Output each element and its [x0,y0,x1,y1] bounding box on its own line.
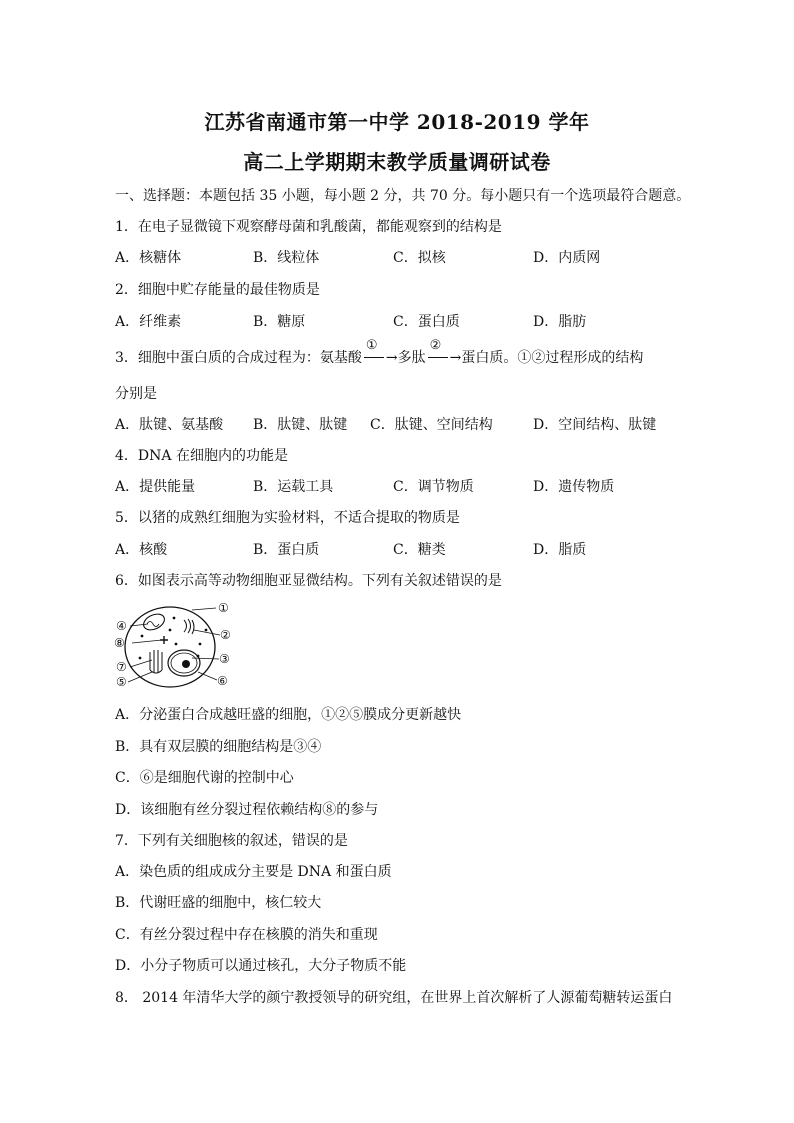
question-5-option-c: C．糖类 [393,542,446,558]
question-7-option-c: C．有丝分裂过程中存在核膜的消失和重现 [115,927,378,943]
golgi-apparatus [184,619,194,634]
question-1-stem: 1．在电子显微镜下观察酵母菌和乳酸菌，都能观察到的结构是 [115,219,502,235]
cell-membrane [125,607,215,687]
reaction-arrow-2 [426,338,450,367]
question-3-option-c: C．肽键、空间结构 [370,417,493,433]
endoplasmic-reticulum [150,650,162,673]
question-5-option-d: D．脂质 [533,542,587,558]
figure-label-3: ③ [219,652,230,666]
question-3-option-b: B．肽键、肽键 [253,417,348,433]
question-4-option-c: C．调节物质 [393,479,474,495]
question-2-stem: 2．细胞中贮存能量的最佳物质是 [115,282,320,298]
question-3-option-d: D．空间结构、肽键 [533,417,657,433]
title-line-1: 江苏省南通市第一中学 2018-2019 学年 [204,110,590,134]
figure-label-2: ② [220,628,231,642]
question-5-option-b: B．蛋白质 [253,542,320,558]
question-7-option-d: D．小分子物质可以通过核孔，大分子物质不能 [115,958,407,974]
question-1-option-a: A．核糖体 [115,250,182,266]
arrow-1-label: ① [365,338,378,353]
question-3-stem [115,338,644,367]
question-2-option-d: D．脂肪 [533,314,587,330]
question-4-option-d: D．遗传物质 [533,479,615,495]
question-1-option-d: D．内质网 [533,250,601,266]
question-3-stem-part2: →多肽 [385,350,426,366]
question-6-option-b: B．具有双层膜的细胞结构是③④ [115,739,322,755]
question-7-stem: 7．下列有关细胞核的叙述，错误的是 [115,833,348,849]
question-3-option-a: A．肽键、氨基酸 [115,417,224,433]
question-1-option-b: B．线粒体 [253,250,320,266]
question-6-option-a: A．分泌蛋白合成越旺盛的细胞，①②⑤膜成分更新越快 [115,707,462,723]
figure-label-1: ① [218,601,229,615]
question-6-stem: 6．如图表示高等动物细胞亚显微结构。下列有关叙述错误的是 [115,573,502,589]
question-3-stem-part3: →蛋白质。①②过程形成的结构 [449,350,644,366]
reaction-arrow-1 [362,338,386,367]
question-2-option-a: A．纤维素 [115,314,182,330]
question-2-option-c: C．蛋白质 [393,314,460,330]
question-5-stem: 5．以猪的成熟红细胞为实验材料，不适合提取的物质是 [115,510,460,526]
question-7-option-a: A．染色质的组成成分主要是 DNA 和蛋白质 [115,864,392,880]
animal-cell-diagram [112,600,242,692]
question-4-stem: 4．DNA 在细胞内的功能是 [115,448,288,464]
question-3-stem-part1: 3．细胞中蛋白质的合成过程为：氨基酸 [115,350,362,366]
title-line-2: 高二上学期期末教学质量调研试卷 [243,150,551,174]
question-3-stem-continued: 分别是 [115,386,157,402]
question-2-option-b: B．糖原 [253,314,306,330]
question-6-option-c: C．⑥是细胞代谢的控制中心 [115,770,294,786]
figure-label-6: ⑥ [217,674,228,688]
arrow-2-label: ② [429,338,442,353]
section-intro: 一、选择题：本题包括 35 小题，每小题 2 分，共 70 分。每小题只有一个选项最符合题意。 [115,188,691,204]
figure-label-8: ⑧ [114,636,125,650]
question-1-option-c: C．拟核 [393,250,446,266]
question-5-option-a: A．核酸 [115,542,168,558]
question-4-option-a: A．提供能量 [115,479,196,495]
question-4-option-b: B．运载工具 [253,479,334,495]
figure-label-4: ④ [116,619,127,633]
question-8-stem: 8． 2014 年清华大学的颜宁教授领导的研究组，在世界上首次解析了人源葡萄糖转运蛋白 [115,990,673,1006]
nucleolus [182,660,190,668]
figure-label-7: ⑦ [116,660,127,674]
figure-label-5: ⑤ [116,675,127,689]
question-6-option-d: D．该细胞有丝分裂过程依赖结构⑧的参与 [115,802,379,818]
question-7-option-b: B．代谢旺盛的细胞中，核仁较大 [115,895,322,911]
